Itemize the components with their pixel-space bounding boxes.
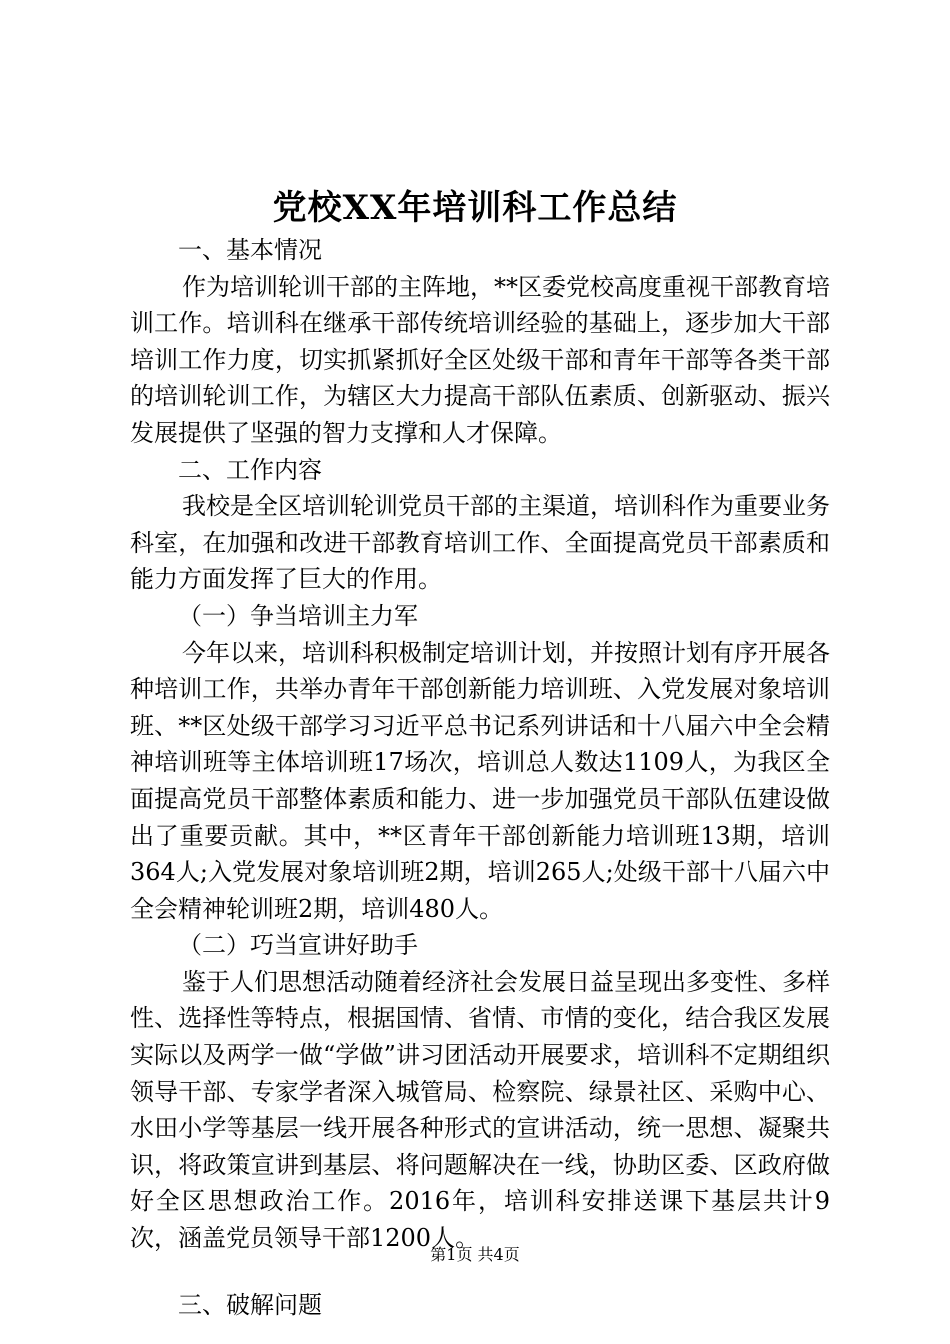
paragraph-training: 今年以来，培训科积极制定培训计划，并按照计划有序开展各种培训工作，共举办青年干部创新能力培训班、入党发展对象培训班、**区处级干部学习习近平总书记系列讲话和十八届六中全会精神培训班等主体培训班17场次，培训总人数达1109人，为我区全面提高党员干部整体素质和能力、进一步加强党员干部队伍建设做出了重要贡献。其中，**区青年干部创新能力培训班13期，培训364人;入党发展对象培训班2期，培训265人;处级干部十八届六中全会精神轮训班2期，培训480人。: [130, 638, 830, 923]
section-heading-problems: 三、破解问题: [178, 1290, 322, 1319]
page-footer: 第1页 共4页: [430, 1245, 520, 1264]
subsection-heading-training: （一）争当培训主力军: [178, 601, 418, 630]
subsection-heading-lecture: （二）巧当宣讲好助手: [178, 931, 418, 960]
section-heading-work-content: 二、工作内容: [178, 455, 322, 484]
section-heading-basic-info: 一、基本情况: [178, 236, 322, 264]
document-title: 党校XX年培训科工作总结: [272, 188, 678, 228]
document-body: [130, 232, 830, 1323]
paragraph-basic-info: 作为培训轮训干部的主阵地，**区委党校高度重视干部教育培训工作。培训科在继承干部传统培训经验的基础上，逐步加大干部培训工作力度，切实抓紧抓好全区处级干部和青年干部等各类干部的培训轮训工作，为辖区大力提高干部队伍素质、创新驱动、振兴发展提供了坚强的智力支撑和人才保障。: [130, 272, 830, 447]
paragraph-lecture: 鉴于人们思想活动随着经济社会发展日益呈现出多变性、多样性、选择性等特点，根据国情、省情、市情的变化，结合我区发展实际以及两学一做“学做”讲习团活动开展要求，培训科不定期组织领导干部、专家学者深入城管局、检察院、绿景社区、采购中心、水田小学等基层一线开展各种形式的宣讲活动，统一思想、凝聚共识，将政策宣讲到基层、将问题解决在一线，协助区委、区政府做好全区思想政治工作。2016年，培训科安排送课下基层共计9次，涵盖党员领导干部1200人。: [130, 967, 830, 1253]
paragraph-work-content: 我校是全区培训轮训党员干部的主渠道，培训科作为重要业务科室，在加强和改进干部教育培训工作、全面提高党员干部素质和能力方面发挥了巨大的作用。: [130, 492, 830, 594]
